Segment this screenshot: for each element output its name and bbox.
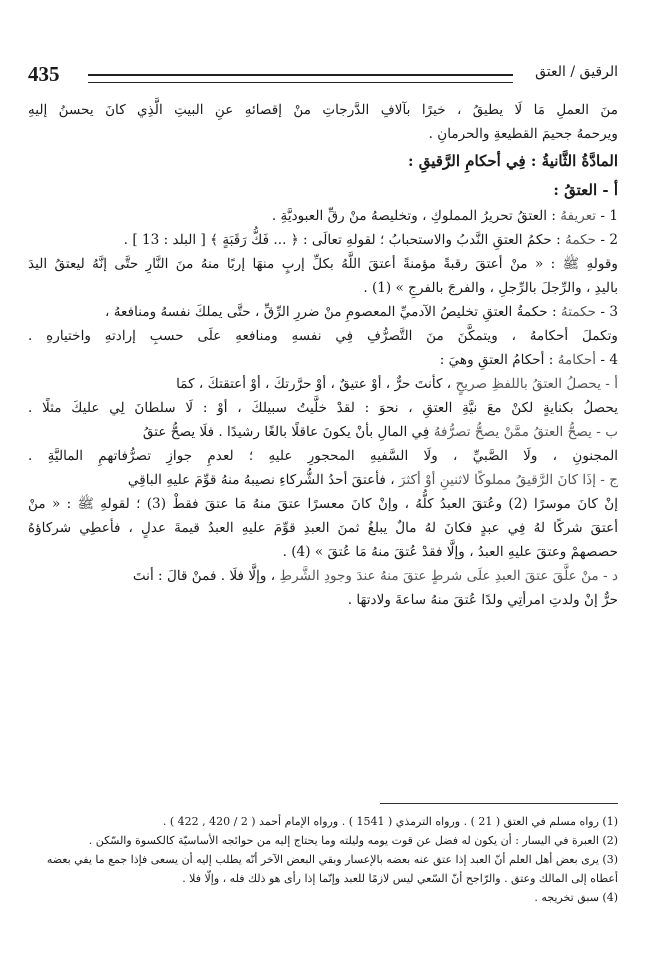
footnote: (3) يرى بعض أهل العلم أنّ العبد إذا عتق عنه بعضه بالإعسار وبقي البعض الآخر أنّه يطلب إليه أن يسعى فإذا جمع ما يفي بعضه [46,853,618,866]
clause-text: ، فأعتقَ أحدُ الشُّركاءِ نصيبهُ منهُ قوِّمَ عليهِ الباقِي [127,472,395,488]
clause-lead: ج - إذَا كانَ الرَّقيقُ مملوكًا لاثنينِ أوْ أكثرَ [398,472,618,488]
item-text: : حكمُ العتقِ النَّدبُ والاستحبابُ ؛ لقولهِ تعالَى : ﴿ ... فَكُّ رَقَبَةٍ ﴾ [ البلد : 13 ] . [123,232,561,248]
clause-c [28,468,618,492]
page-number: 435 [28,62,60,86]
clause-d [28,564,618,588]
body-line: حرٌّ إنْ ولدتِ امرأتِي ولدًا عُتقَ منهُ ساعةَ ولادتهَا . [347,592,618,608]
footnotes [28,812,618,907]
item-number: 3 - [596,304,618,320]
footnote: أعطاه إلى المالك وعتق . والرّاجح أنّ السّعي ليس لازمًا للعبد وإنّما إذا رأى هو ذلك فله ، وإلّا فلا . [182,872,618,885]
clause-lead: د - منْ علَّقَ عتقَ العبدِ علَى شرطٍ عتقَ منهُ عندَ وجودِ الشَّرطِ [279,568,618,584]
item-title: حكمهُ [565,232,597,248]
footnote: (1) رواه مسلم في العتق ( 21 ) . ورواه الترمذي ( 1541 ) . ورواه الإمام أحمد ( 2 / 420 , 422 ) . [162,815,618,828]
page-header [28,62,618,92]
item-title: حكمتهُ [560,304,597,320]
footnote: (4) سبق تخريجه . [534,891,618,904]
ruling-line [28,228,618,252]
footnote-rule [380,803,618,804]
body-line: ويرحمهُ جحيمَ القطيعةِ والحرمانِ . [428,126,618,142]
body-line: المجنونِ ، ولَا الصَّبيِّ ، ولَا السَّفيهِ المحجورِ عليهِ ؛ لعدمِ جوازِ تصرُّفاتهمِ الماليَّةِ . [28,448,618,464]
body-line: باليدِ ، والرِّجلَ بالرِّجلِ ، والفرجَ بالفرجِ » (1) . [363,280,618,296]
rulings-line [28,348,618,372]
body-line: منَ العملِ مَا لَا يطيقُ ، خيرًا بآلافِ الدَّرجاتِ منْ إقصائهِ عنِ البيتِ الَّذِي كانَ يحسنُ إليهِ [28,102,618,118]
clause-text: ، كأنتَ حرٌّ ، أوْ عتيقٌ ، أوْ حرَّرتكَ ، أوْ أعتقتكَ ، كمَا [176,376,452,392]
clause-text: ، وإلَّا فلَا . فمنْ قالَ : أنتَ [132,568,276,584]
clause-lead: ب - يصحُّ العتقُ ممَّنْ يصحُّ تصرُّفهُ [433,424,618,440]
clause-b [28,420,618,444]
sub-heading: أ - العتقُ : [553,181,618,199]
item-text: : العتقُ تحريرُ المملوكِ ، وتخليصهُ منْ رقِّ العبوديَّةِ . [271,208,556,224]
footnote: (2) العبرة في اليسار : أن يكون له فضل عن قوت يومه وليلته وما يحتاج إليه من حوائجه الأساسيّة كالكسوة والسّكن . [88,834,618,847]
body-line: وتكملَ أحكامهُ ، ويتمكَّنَ منَ التَّصرُّفِ فِي نفسهِ ومنافعهِ علَى حسبِ إرادتهِ واختيارهِ . [28,328,618,344]
item-number: 4 - [596,352,618,368]
body-line: وقولهِ ﷺ : « منْ أعتقَ رقبةً مؤمنةً أعتقَ اللَّهُ بكلِّ إربٍ منهَا إربًا منهُ منَ النَّارِ حتَّى إنَّهُ ليعتقُ اليدَ [28,256,618,272]
section-heading: المادَّةُ الثَّانيةُ : فِي أحكامِ الرَّقيقِ : [408,152,618,170]
body-line: إنْ كانَ موسرًا (2) وعُتقَ العبدُ كلُّهُ ، وإنْ كانَ معسرًا عتقَ منهُ مَا عتقَ فقطْ (3) ؛ لقولهِ ﷺ : « منْ [28,496,618,512]
item-number: 2 - [596,232,618,248]
item-number: 1 - [596,208,618,224]
clause-a [28,372,618,396]
clause-lead: أ - يحصلُ العتقُ باللفظِ صريحٍ [455,376,618,392]
body-line: حصصهمْ وعتقَ عليهِ العبدُ ، وإلَّا فقدْ عُتقَ منهُ مَا عُتقَ » (4) . [282,544,618,560]
header-rule [88,74,513,83]
item-title: أحكامهُ [557,352,597,368]
item-text: : أحكامُ العتقِ وهيَ : [439,352,554,368]
body-text [28,98,618,612]
wisdom-line [28,300,618,324]
definition-line [28,204,618,228]
item-title: تعريفهُ [560,208,597,224]
running-title: الرقيق / العتق [535,64,618,80]
item-text: : حكمةُ العتقِ تخليصُ الآدميِّ المعصومِ منْ ضررِ الرِّقِّ ، حتَّى يملكَ نفسهُ ومنافعهُ ، [105,304,557,320]
body-line: أعتقَ شركًا لهُ فِي عبدٍ فكانَ لهُ مالٌ يبلغُ ثمنَ العبدِ قوِّمَ عليهِ العبدُ قيمةَ عدلٍ ، فأعطِي شركاؤهُ [28,520,618,536]
body-line: يحصلُ بكنايةٍ لكنْ معَ نيَّةِ العتقِ ، نحوَ : لقدْ خلَّيتُ سبيلكَ ، أوْ : لَا سلطانَ لِي عليكَ مثلًا . [28,400,618,416]
clause-text: فِي المالِ بأنْ يكونَ عاقلًا بالغًا رشيدًا . فلَا يصحُّ عتقُ [142,424,430,440]
